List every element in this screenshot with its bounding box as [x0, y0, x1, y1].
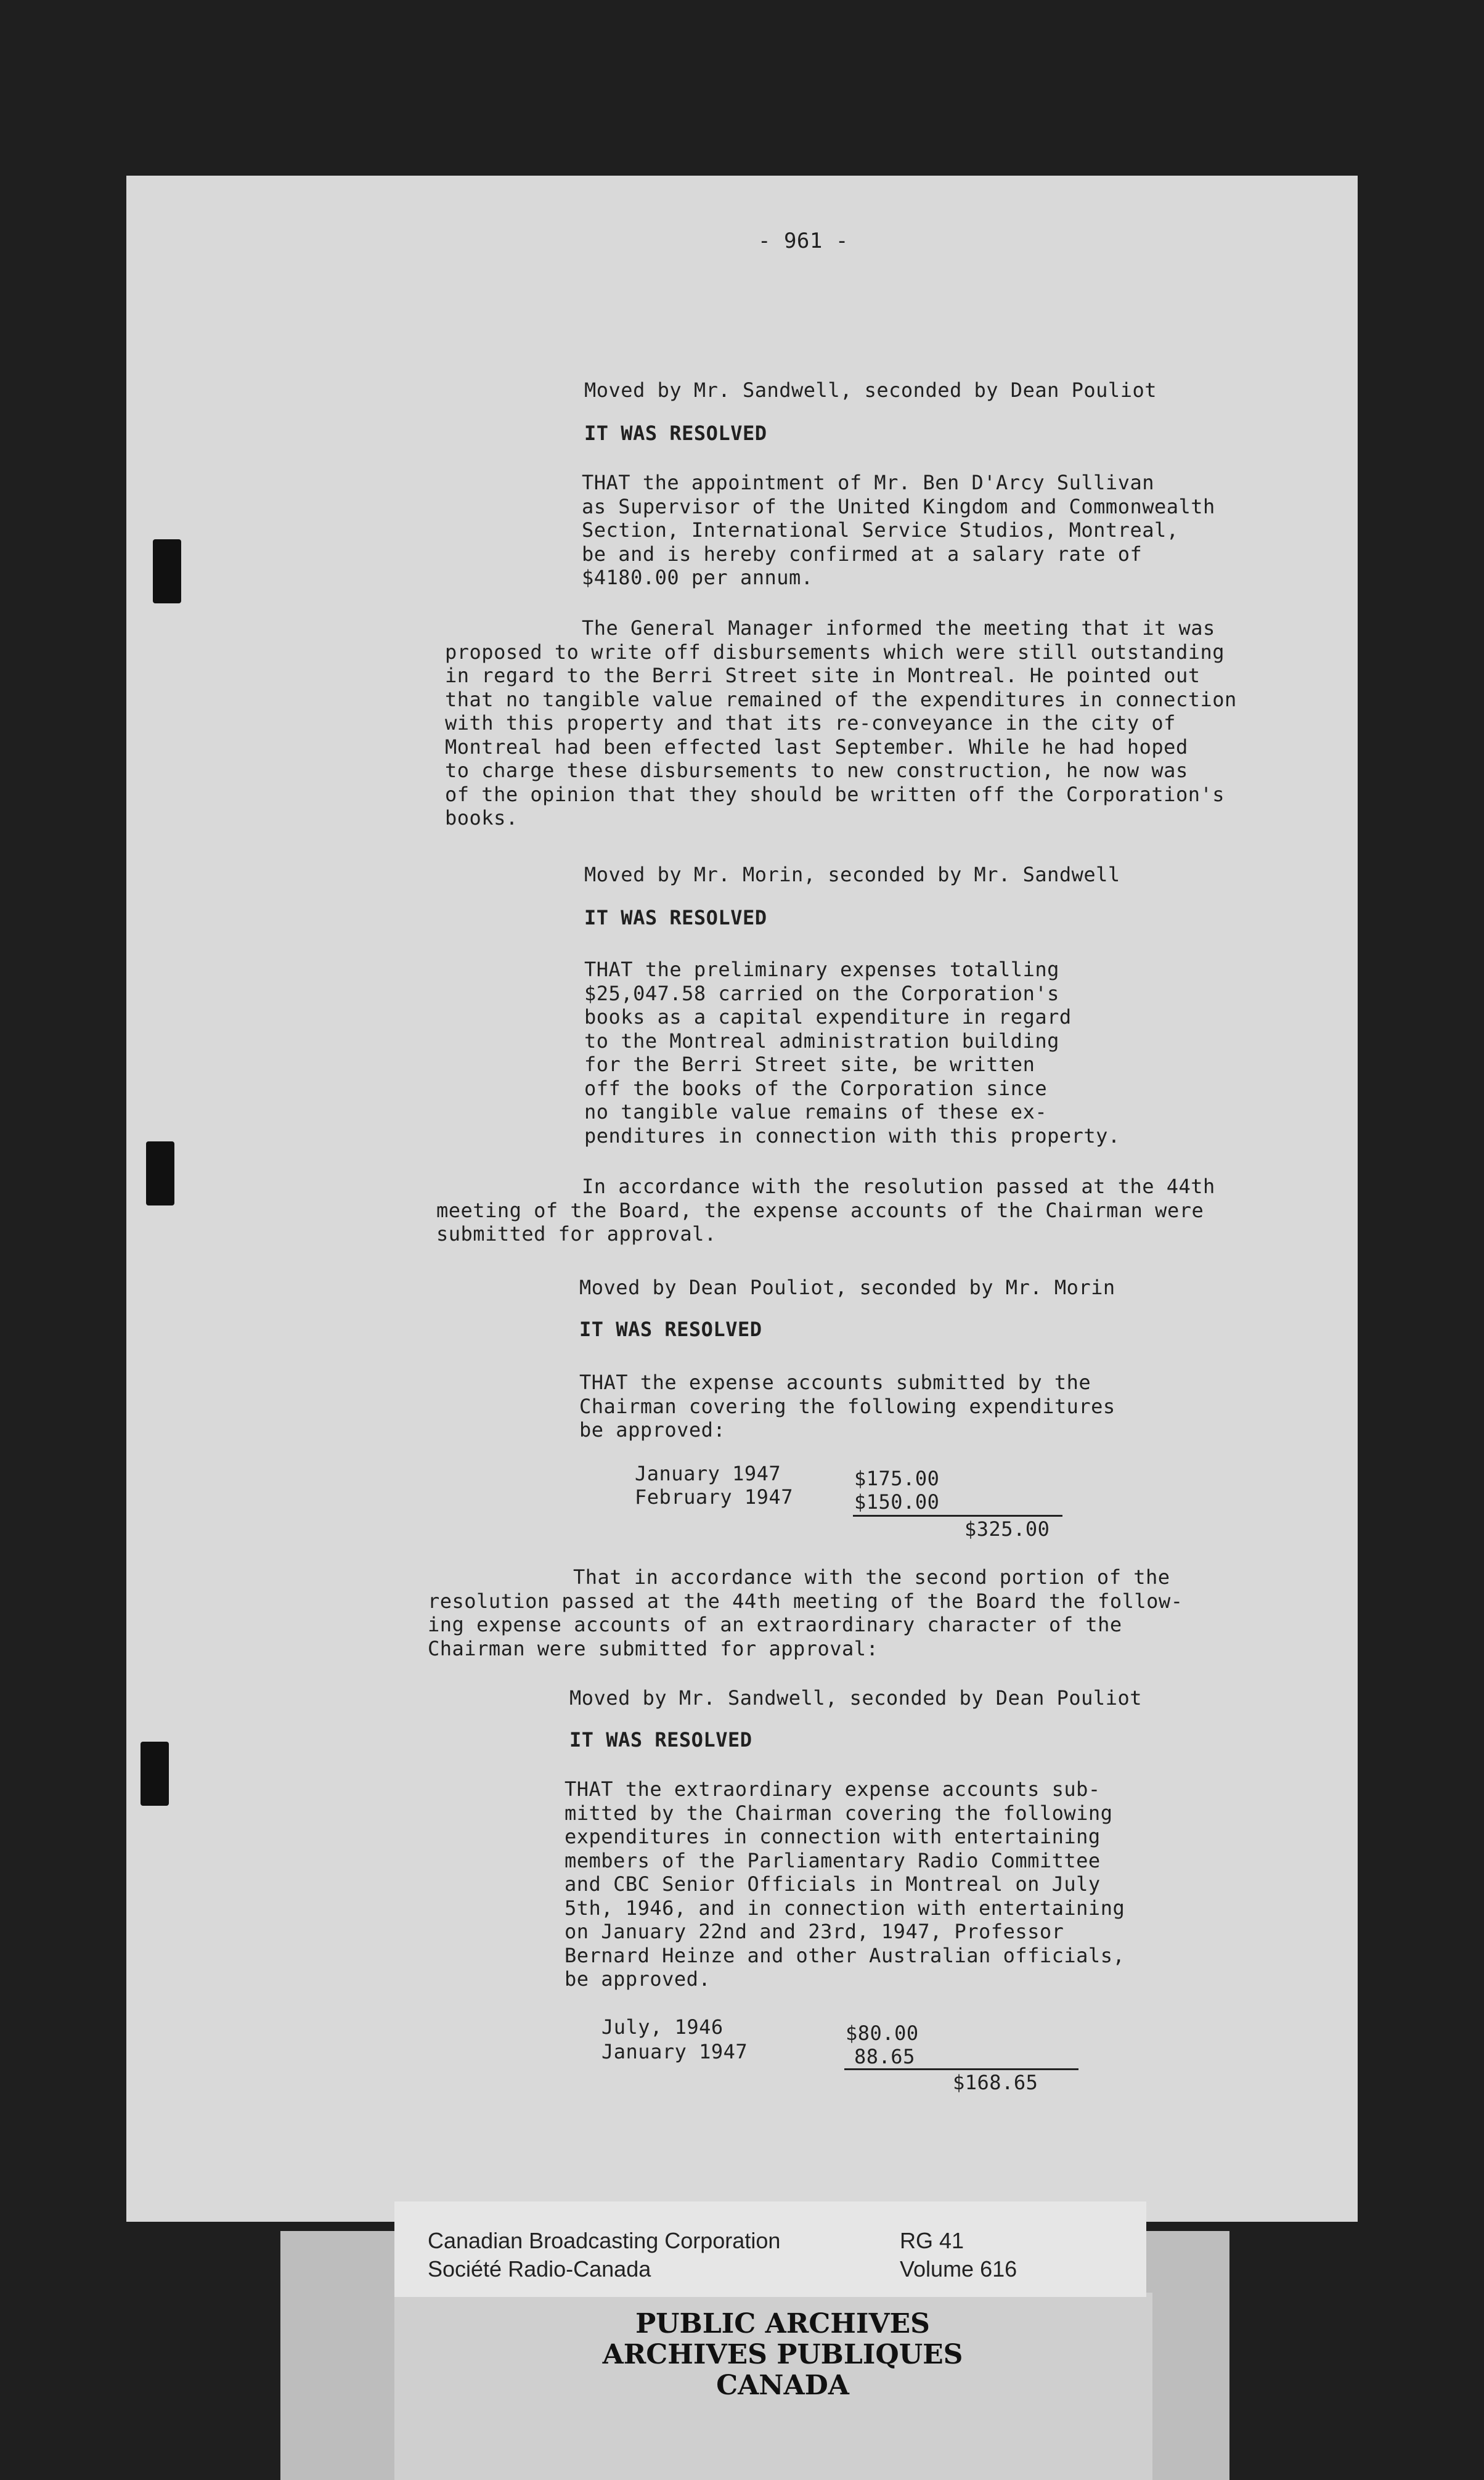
text-line: off the books of the Corporation since — [584, 1076, 1048, 1100]
expense-item-label: January 1947 — [601, 2040, 748, 2063]
text-line: mitted by the Chairman covering the following — [565, 1801, 1113, 1825]
resolved-heading: IT WAS RESOLVED — [579, 1318, 762, 1341]
text-line: in regard to the Berri Street site in Montreal. He pointed out — [445, 664, 1201, 687]
text-line: Chairman were submitted for approval: — [428, 1636, 879, 1660]
org-name-fr: Société Radio-Canada — [428, 2256, 651, 2282]
text-line: as Supervisor of the United Kingdom and Commonwealth — [582, 494, 1215, 518]
motion-moved-line: Moved by Mr. Sandwell, seconded by Dean Pouliot — [569, 1686, 1142, 1710]
resolved-heading: IT WAS RESOLVED — [584, 422, 767, 445]
archives-stamp — [579, 2309, 986, 2401]
text-line: with this property and that its re-conveyance in the city of — [445, 711, 1176, 735]
text-line: THAT the extraordinary expense accounts sub- — [565, 1777, 1101, 1801]
expense-item-amount: $150.00 — [854, 1490, 940, 1514]
text-line: 5th, 1946, and in connection with entertaining — [565, 1896, 1125, 1920]
resolved-heading: IT WAS RESOLVED — [584, 906, 767, 929]
binder-tab — [141, 1742, 169, 1806]
total-rule — [853, 1515, 1062, 1517]
text-line: resolution passed at the 44th meeting of the Board the follow- — [428, 1589, 1183, 1613]
resolution-text — [584, 958, 1120, 1148]
text-line: Chairman covering the following expenditures — [579, 1394, 1115, 1418]
motion-moved-line: Moved by Mr. Morin, seconded by Mr. Sandwell — [584, 863, 1120, 886]
resolved-heading: IT WAS RESOLVED — [569, 1728, 752, 1752]
text-line: submitted for approval. — [436, 1222, 717, 1246]
text-line: be approved. — [565, 1967, 711, 1991]
text-line: no tangible value remains of these ex- — [584, 1100, 1048, 1124]
text-line: proposed to write off disbursements which were still outstanding — [445, 640, 1225, 664]
text-line: $25,047.58 carried on the Corporation's — [584, 981, 1059, 1005]
text-line: ing expense accounts of an extraordinary character of the — [428, 1613, 1122, 1636]
body-paragraph — [436, 1175, 1215, 1246]
stamp-line: ARCHIVES PUBLIQUES — [602, 2339, 963, 2370]
text-line: members of the Parliamentary Radio Committee — [565, 1848, 1101, 1872]
stamp-line: CANADA — [716, 2370, 849, 2401]
text-line: be and is hereby confirmed at a salary rate of — [582, 542, 1143, 566]
text-line: meeting of the Board, the expense accounts of the Chairman were — [436, 1198, 1204, 1222]
text-line: Section, International Service Studios, Montreal, — [582, 518, 1179, 542]
resolution-text — [565, 1777, 1125, 1991]
expense-item-amount: 88.65 — [854, 2045, 915, 2068]
text-line: THAT the appointment of Mr. Ben D'Arcy Sullivan — [582, 471, 1154, 494]
body-paragraph — [445, 616, 1237, 830]
text-line: penditures in connection with this property. — [584, 1124, 1120, 1148]
text-line: to charge these disbursements to new construction, he now was — [445, 759, 1188, 782]
text-line: for the Berri Street site, be written — [584, 1053, 1035, 1076]
resolution-text — [579, 1371, 1115, 1442]
text-line: that no tangible value remained of the expenditures in connection — [445, 687, 1237, 711]
binder-tab — [153, 539, 181, 603]
text-line: to the Montreal administration building — [584, 1029, 1059, 1053]
stamp-line: PUBLIC ARCHIVES — [635, 2308, 930, 2339]
text-line: books as a capital expenditure in regard — [584, 1005, 1072, 1029]
expense-item-label: February 1947 — [635, 1485, 793, 1509]
text-line: expenditures in connection with entertaining — [565, 1825, 1101, 1848]
expense-item-label: July, 1946 — [601, 2015, 724, 2039]
page-number: - 961 - — [758, 229, 849, 253]
expense-item-amount: $80.00 — [846, 2021, 919, 2045]
text-line: That in accordance with the second portion of the — [573, 1565, 1170, 1589]
expense-total: $168.65 — [953, 2071, 1038, 2094]
motion-moved-line: Moved by Mr. Sandwell, seconded by Dean Pouliot — [584, 378, 1157, 402]
text-line: of the opinion that they should be written off the Corporation's — [445, 782, 1225, 806]
text-line: Bernard Heinze and other Australian officials, — [565, 1943, 1125, 1967]
text-line: $4180.00 per annum. — [582, 566, 813, 589]
text-line: In accordance with the resolution passed at the 44th — [582, 1175, 1215, 1198]
archive-label — [394, 2201, 1146, 2297]
text-line: on January 22nd and 23rd, 1947, Professor — [565, 1920, 1064, 1943]
text-line: books. — [445, 806, 518, 830]
expense-total: $325.00 — [964, 1517, 1050, 1541]
expense-item-amount: $175.00 — [854, 1467, 940, 1490]
text-line: be approved: — [579, 1418, 726, 1442]
binder-tab — [146, 1141, 174, 1205]
expense-item-label: January 1947 — [635, 1462, 781, 1485]
text-line: The General Manager informed the meeting that it was — [582, 616, 1215, 640]
text-line: THAT the expense accounts submitted by the — [579, 1371, 1091, 1394]
record-group: RG 41 — [900, 2228, 964, 2253]
resolution-text — [582, 471, 1215, 590]
volume-number: Volume 616 — [900, 2256, 1017, 2282]
motion-moved-line: Moved by Dean Pouliot, seconded by Mr. Morin — [579, 1276, 1115, 1299]
text-line: Montreal had been effected last September. While he had hoped — [445, 735, 1188, 759]
text-line: and CBC Senior Officials in Montreal on July — [565, 1872, 1101, 1896]
total-rule — [844, 2068, 1078, 2070]
org-name-en: Canadian Broadcasting Corporation — [428, 2228, 781, 2253]
text-line: THAT the preliminary expenses totalling — [584, 958, 1059, 981]
body-paragraph — [428, 1565, 1183, 1660]
